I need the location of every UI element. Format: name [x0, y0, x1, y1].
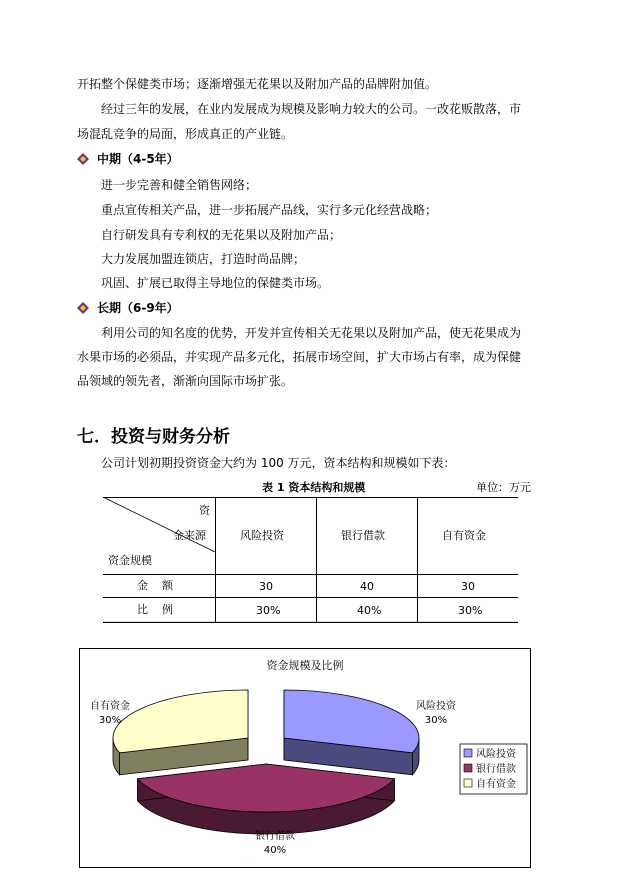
legend-swatch	[464, 764, 472, 772]
pie-chart-canvas	[80, 649, 530, 867]
mid-term-item: 自行研发具有专利权的无花果以及附加产品；	[101, 228, 342, 242]
legend-label: 银行借款	[476, 764, 516, 775]
pie-label-category: 风险投资	[416, 701, 456, 712]
table-row-label: 比 例	[137, 603, 173, 616]
table-cell: 30	[259, 580, 273, 593]
legend-swatch	[464, 779, 472, 787]
long-term-line-2: 水果市场的必须品，并实现产品多元化，拓展市场空间，扩大市场占有率，成为保健	[77, 350, 522, 364]
intro-para2-line-2: 场混乱竞争的局面，形成真正的产业链。	[77, 127, 294, 141]
mid-term-item: 进一步完善和健全销售网络；	[101, 178, 258, 192]
long-term-line-1: 利用公司的知名度的优势，开发并宣传相关无花果以及附加产品，使无花果成为	[101, 326, 522, 340]
mid-term-item: 巩固、扩展已取得主导地位的保健类市场。	[101, 276, 330, 290]
table-unit: 单位：万元	[476, 481, 531, 494]
table-cell: 40	[360, 580, 374, 593]
table-header: 银行借款	[341, 529, 385, 542]
pie-label-category: 银行借款	[255, 831, 295, 842]
legend-label: 风险投资	[476, 749, 516, 760]
table-row-label: 金 额	[137, 579, 173, 592]
table-corner-top2: 金来源	[173, 529, 206, 542]
capital-table	[103, 497, 518, 623]
table-cell: 30%	[458, 604, 483, 617]
intro-line-1: 开拓整个保健类市场；逐渐增强无花果以及附加产品的品牌附加值。	[77, 77, 438, 91]
long-term-line-3: 品领域的领先者，渐渐向国际市场扩张。	[77, 374, 294, 388]
legend-label: 自有资金	[476, 779, 516, 790]
mid-term-heading: 中期（4-5年）	[97, 152, 179, 166]
table-cell: 30%	[256, 604, 281, 617]
intro-para2-line-1: 经过三年的发展，在业内发展成为规模及影响力较大的公司。一改花贩散落，市	[101, 102, 522, 116]
mid-term-item: 重点宣传相关产品，进一步拓展产品线，实行多元化经营战略；	[101, 203, 438, 217]
diamond-bullet-icon	[77, 153, 89, 165]
chart-title: 资金规模及比例	[266, 659, 344, 672]
pie-label-percent: 30%	[98, 715, 122, 726]
table-header: 风险投资	[240, 529, 284, 542]
section-intro: 公司计划初期投资资金大约为 100 万元，资本结构和规模如下表：	[101, 456, 456, 470]
table-header: 自有资金	[442, 529, 486, 542]
section-title: 七．投资与财务分析	[77, 427, 230, 447]
diamond-bullet-icon	[77, 302, 89, 314]
long-term-heading: 长期（6-9年）	[97, 301, 179, 315]
table-corner-bottom: 资金规模	[108, 554, 152, 567]
legend-swatch	[464, 749, 472, 757]
pie-label-category: 自有资金	[90, 701, 130, 712]
table-title: 表 1 资本结构和规模	[262, 481, 366, 494]
pie-label-percent: 40%	[263, 845, 287, 856]
table-cell: 40%	[357, 604, 382, 617]
table-cell: 30	[461, 580, 475, 593]
pie-chart	[79, 648, 531, 868]
table-corner-top1: 资	[199, 504, 210, 517]
mid-term-item: 大力发展加盟连锁店，打造时尚品牌；	[101, 252, 306, 266]
pie-label-percent: 30%	[424, 715, 448, 726]
